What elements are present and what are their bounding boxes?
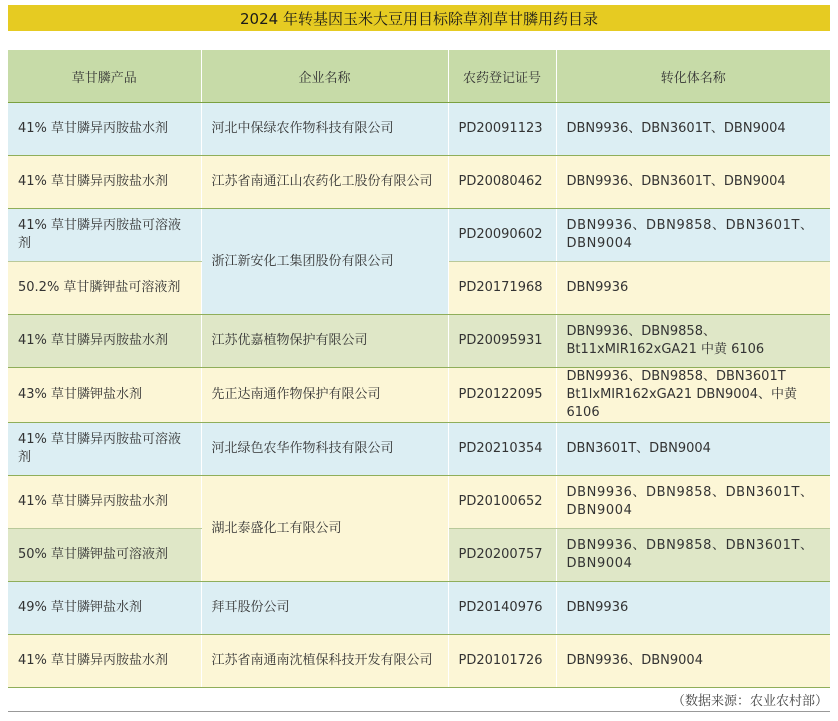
cell-company: 先正达南通作物保护有限公司 xyxy=(201,368,448,423)
table-title: 2024 年转基因玉米大豆用目标除草剂草甘膦用药目录 xyxy=(8,5,830,31)
cell-events: DBN9936、DBN9858、DBN3601T、DBN9004 xyxy=(556,209,830,262)
cell-events: DBN9936、DBN3601T、DBN9004 xyxy=(556,103,830,156)
cell-company: 江苏省南通南沈植保科技开发有限公司 xyxy=(201,635,448,688)
cell-events: DBN9936 xyxy=(556,582,830,635)
cell-company: 浙江新安化工集团股份有限公司 xyxy=(201,209,448,315)
data-source-note: （数据来源：农业农村部） xyxy=(671,694,828,709)
table-row xyxy=(8,368,830,423)
cell-company: 江苏省南通江山农药化工股份有限公司 xyxy=(201,156,448,209)
cell-events: DBN3601T、DBN9004 xyxy=(556,423,830,476)
table-row xyxy=(8,582,830,635)
cell-company: 拜耳股份公司 xyxy=(201,582,448,635)
header-product: 草甘膦产品 xyxy=(8,50,201,103)
cell-registration: PD20210354 xyxy=(448,423,556,476)
table-row xyxy=(8,209,830,262)
cell-events: DBN9936、DBN9004 xyxy=(556,635,830,688)
table-row xyxy=(8,156,830,209)
cell-events: DBN9936、DBN9858、DBN3601T、DBN9004 xyxy=(556,529,830,582)
cell-registration: PD20090602 xyxy=(448,209,556,262)
header-company: 企业名称 xyxy=(201,50,448,103)
cell-registration: PD20140976 xyxy=(448,582,556,635)
cell-events: DBN9936 xyxy=(556,262,830,315)
cell-registration: PD20200757 xyxy=(448,529,556,582)
cell-product: 50% 草甘膦钾盐可溶液剂 xyxy=(8,529,201,582)
table-row xyxy=(8,103,830,156)
header-row xyxy=(8,50,830,103)
header-registration: 农药登记证号 xyxy=(448,50,556,103)
cell-product: 41% 草甘膦异丙胺盐水剂 xyxy=(8,476,201,529)
cell-registration: PD20095931 xyxy=(448,315,556,368)
cell-registration: PD20171968 xyxy=(448,262,556,315)
cell-registration: PD20122095 xyxy=(448,368,556,423)
cell-product: 41% 草甘膦异丙胺盐可溶液剂 xyxy=(8,423,201,476)
cell-events: DBN9936、DBN3601T、DBN9004 xyxy=(556,156,830,209)
cell-product: 43% 草甘膦钾盐水剂 xyxy=(8,368,201,423)
cell-registration: PD20101726 xyxy=(448,635,556,688)
cell-company: 江苏优嘉植物保护有限公司 xyxy=(201,315,448,368)
cell-company: 河北绿色农华作物科技有限公司 xyxy=(201,423,448,476)
cell-company: 湖北泰盛化工有限公司 xyxy=(201,476,448,582)
table-row xyxy=(8,423,830,476)
table-row xyxy=(8,635,830,688)
cell-product: 41% 草甘膦异丙胺盐水剂 xyxy=(8,103,201,156)
cell-product: 49% 草甘膦钾盐水剂 xyxy=(8,582,201,635)
cell-company: 河北中保绿农作物科技有限公司 xyxy=(201,103,448,156)
cell-product: 41% 草甘膦异丙胺盐水剂 xyxy=(8,156,201,209)
table-row xyxy=(8,476,830,529)
cell-events: DBN9936、DBN9858、Bt11xMIR162xGA21 中黄 6106 xyxy=(556,315,830,368)
bottom-divider xyxy=(8,711,830,712)
cell-events: DBN9936、DBN9858、DBN3601T Bt1lxMIR162xGA21 DBN9004、中黄 6106 xyxy=(556,368,830,423)
glyphosate-catalog-table xyxy=(8,50,830,688)
cell-product: 41% 草甘膦异丙胺盐水剂 xyxy=(8,635,201,688)
cell-product: 41% 草甘膦异丙胺盐可溶液剂 xyxy=(8,209,201,262)
cell-events: DBN9936、DBN9858、DBN3601T、DBN9004 xyxy=(556,476,830,529)
cell-registration: PD20091123 xyxy=(448,103,556,156)
table-row xyxy=(8,315,830,368)
header-events: 转化体名称 xyxy=(556,50,830,103)
cell-registration: PD20100652 xyxy=(448,476,556,529)
cell-product: 41% 草甘膦异丙胺盐水剂 xyxy=(8,315,201,368)
cell-product: 50.2% 草甘膦钾盐可溶液剂 xyxy=(8,262,201,315)
cell-registration: PD20080462 xyxy=(448,156,556,209)
